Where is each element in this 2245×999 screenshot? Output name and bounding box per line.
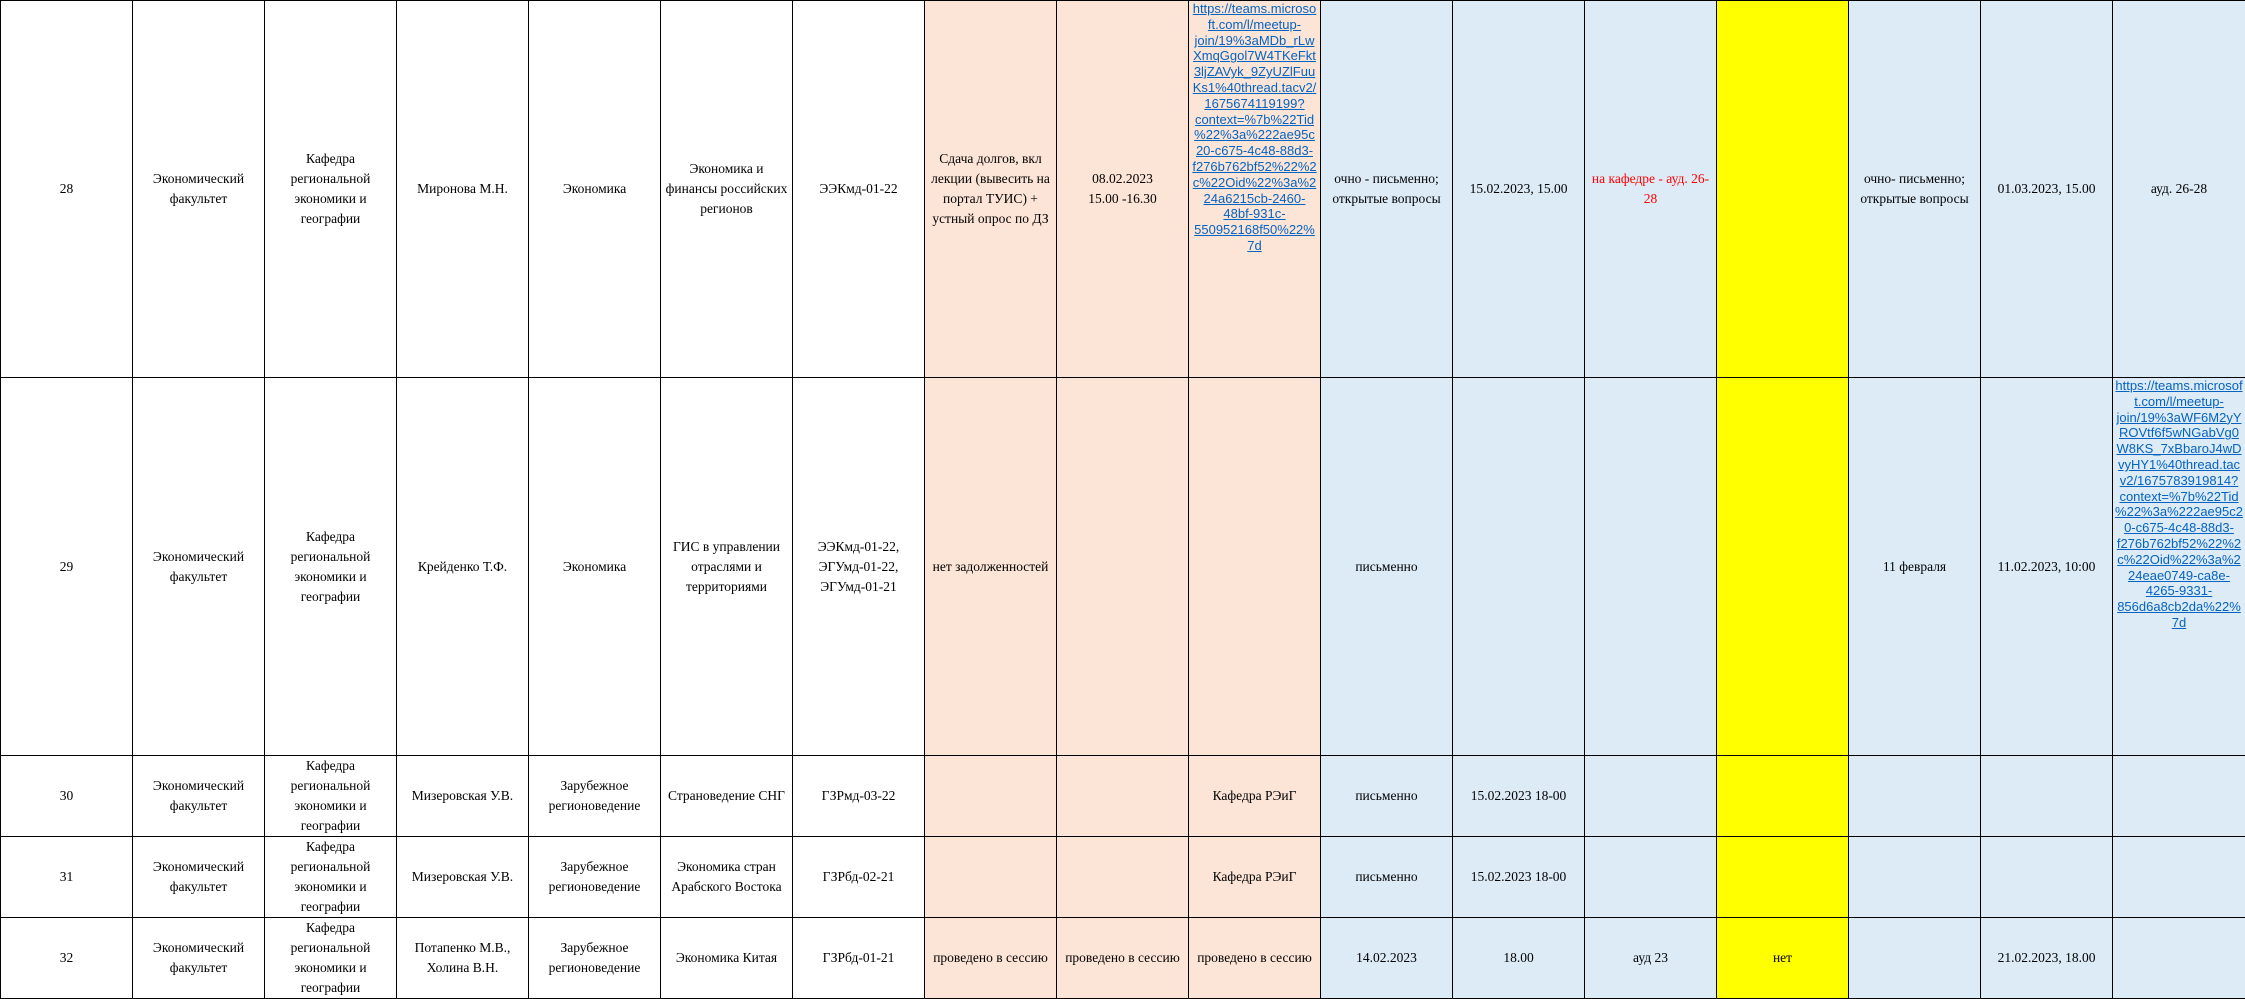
debt-form-cell: нет задолженностей <box>925 378 1057 756</box>
debt-form-cell <box>925 756 1057 837</box>
debt-place-cell: Кафедра РЭиГ <box>1189 837 1321 918</box>
first-place-cell: ауд 23 <box>1585 918 1717 999</box>
teacher-cell: Крейденко Т.Ф. <box>397 378 529 756</box>
commission-flag-cell: нет <box>1717 918 1849 999</box>
discipline-cell: Экономика Китая <box>661 918 793 999</box>
first-date-cell: 15.02.2023 18-00 <box>1453 837 1585 918</box>
second-form-cell <box>1849 756 1981 837</box>
first-date-cell: 18.00 <box>1453 918 1585 999</box>
table-row <box>1 756 2245 837</box>
second-place-cell <box>2113 756 2245 837</box>
teacher-cell: Мизеровская У.В. <box>397 756 529 837</box>
first-form-cell: очно - письменно; открытые вопросы <box>1321 1 1453 378</box>
teacher-cell: Потапенко М.В., Холина В.Н. <box>397 918 529 999</box>
department-cell: Кафедра региональной экономики и географии <box>265 918 397 999</box>
first-date-cell: 15.02.2023, 15.00 <box>1453 1 1585 378</box>
row-number: 28 <box>1 1 133 378</box>
discipline-cell: Экономика стран Арабского Востока <box>661 837 793 918</box>
debt-form-cell <box>925 837 1057 918</box>
debt-place-cell <box>1189 378 1321 756</box>
first-place-cell <box>1585 837 1717 918</box>
direction-cell: Экономика <box>529 378 661 756</box>
first-form-cell: письменно <box>1321 756 1453 837</box>
faculty-cell: Экономический факультет <box>133 756 265 837</box>
first-place-cell: на кафедре - ауд. 26-28 <box>1585 1 1717 378</box>
second-date-cell: 21.02.2023, 18.00 <box>1981 918 2113 999</box>
debt-place-cell: проведено в сессию <box>1189 918 1321 999</box>
row-number: 30 <box>1 756 133 837</box>
faculty-cell: Экономический факультет <box>133 918 265 999</box>
faculty-cell: Экономический факультет <box>133 378 265 756</box>
row-number: 32 <box>1 918 133 999</box>
table-row <box>1 378 2245 756</box>
commission-flag-cell <box>1717 837 1849 918</box>
commission-flag-cell <box>1717 756 1849 837</box>
debt-date-cell: проведено в сессию <box>1057 918 1189 999</box>
direction-cell: Зарубежное регионоведение <box>529 837 661 918</box>
debt-date-cell <box>1057 756 1189 837</box>
meeting-link[interactable]: https://teams.microsoft.com/l/meetup-join/19%3aMDb_rLwXmqGgol7W4TKeFkt3ljZAVyk_9ZyUZlFuuKs1%40thread.tacv2/1675674119199?context=%7b%22Tid%22%3a%222ae95c20-c675-4c48-88d3-f276b762bf52%22%2c%22Oid%22%3a%224a6215cb-2460-48bf-931c-550952168f50%22%7d <box>1189 1 1321 378</box>
department-cell: Кафедра региональной экономики и географии <box>265 378 397 756</box>
group-cell: ГЗРбд-02-21 <box>793 837 925 918</box>
department-cell: Кафедра региональной экономики и географии <box>265 1 397 378</box>
table-row <box>1 1 2245 378</box>
first-place-cell <box>1585 378 1717 756</box>
discipline-cell: ГИС в управлении отраслями и территориями <box>661 378 793 756</box>
faculty-cell: Экономический факультет <box>133 1 265 378</box>
second-date-cell <box>1981 756 2113 837</box>
second-date-cell: 11.02.2023, 10:00 <box>1981 378 2113 756</box>
second-place-cell <box>2113 837 2245 918</box>
table-row <box>1 837 2245 918</box>
second-form-cell <box>1849 837 1981 918</box>
commission-flag-cell <box>1717 378 1849 756</box>
second-date-cell <box>1981 837 2113 918</box>
teacher-cell: Миронова М.Н. <box>397 1 529 378</box>
first-form-cell: письменно <box>1321 378 1453 756</box>
second-form-cell: 11 февраля <box>1849 378 1981 756</box>
department-cell: Кафедра региональной экономики и географии <box>265 756 397 837</box>
meeting-link[interactable]: https://teams.microsoft.com/l/meetup-join/19%3aWF6M2yYROVtf6f5wNGabVg0W8KS_7xBbaroJ4wDvyHY1%40thread.tacv2/1675783919814?context=%7b%22Tid%22%3a%222ae95c20-c675-4c48-88d3-f276b762bf52%22%2c%22Oid%22%3a%224eae0749-ca8e-4265-9331-856d6a8cb2da%22%7d <box>2113 378 2245 756</box>
debt-form-cell: проведено в сессию <box>925 918 1057 999</box>
debt-date-cell <box>1057 837 1189 918</box>
department-cell: Кафедра региональной экономики и географии <box>265 837 397 918</box>
row-number: 31 <box>1 837 133 918</box>
second-form-cell: очно- письменно; открытые вопросы <box>1849 1 1981 378</box>
commission-flag-cell <box>1717 1 1849 378</box>
group-cell: ГЗРбд-01-21 <box>793 918 925 999</box>
group-cell: ЭЭКмд-01-22, ЭГУмд-01-22, ЭГУмд-01-21 <box>793 378 925 756</box>
first-form-cell: письменно <box>1321 837 1453 918</box>
group-cell: ГЗРмд-03-22 <box>793 756 925 837</box>
row-number: 29 <box>1 378 133 756</box>
second-place-cell <box>2113 918 2245 999</box>
second-place-cell: ауд. 26-28 <box>2113 1 2245 378</box>
second-date-cell: 01.03.2023, 15.00 <box>1981 1 2113 378</box>
debt-date-cell: 08.02.2023 15.00 -16.30 <box>1057 1 1189 378</box>
table-row <box>1 918 2245 999</box>
second-form-cell <box>1849 918 1981 999</box>
group-cell: ЭЭКмд-01-22 <box>793 1 925 378</box>
faculty-cell: Экономический факультет <box>133 837 265 918</box>
first-date-cell: 15.02.2023 18-00 <box>1453 756 1585 837</box>
debt-date-cell <box>1057 378 1189 756</box>
first-place-cell <box>1585 756 1717 837</box>
direction-cell: Экономика <box>529 1 661 378</box>
first-date-cell <box>1453 378 1585 756</box>
teacher-cell: Мизеровская У.В. <box>397 837 529 918</box>
direction-cell: Зарубежное регионоведение <box>529 756 661 837</box>
direction-cell: Зарубежное регионоведение <box>529 918 661 999</box>
discipline-cell: Экономика и финансы российских регионов <box>661 1 793 378</box>
debt-form-cell: Сдача долгов, вкл лекции (вывесить на портал ТУИС) + устный опрос по ДЗ <box>925 1 1057 378</box>
discipline-cell: Страноведение СНГ <box>661 756 793 837</box>
first-form-cell: 14.02.2023 <box>1321 918 1453 999</box>
debt-place-cell: Кафедра РЭиГ <box>1189 756 1321 837</box>
